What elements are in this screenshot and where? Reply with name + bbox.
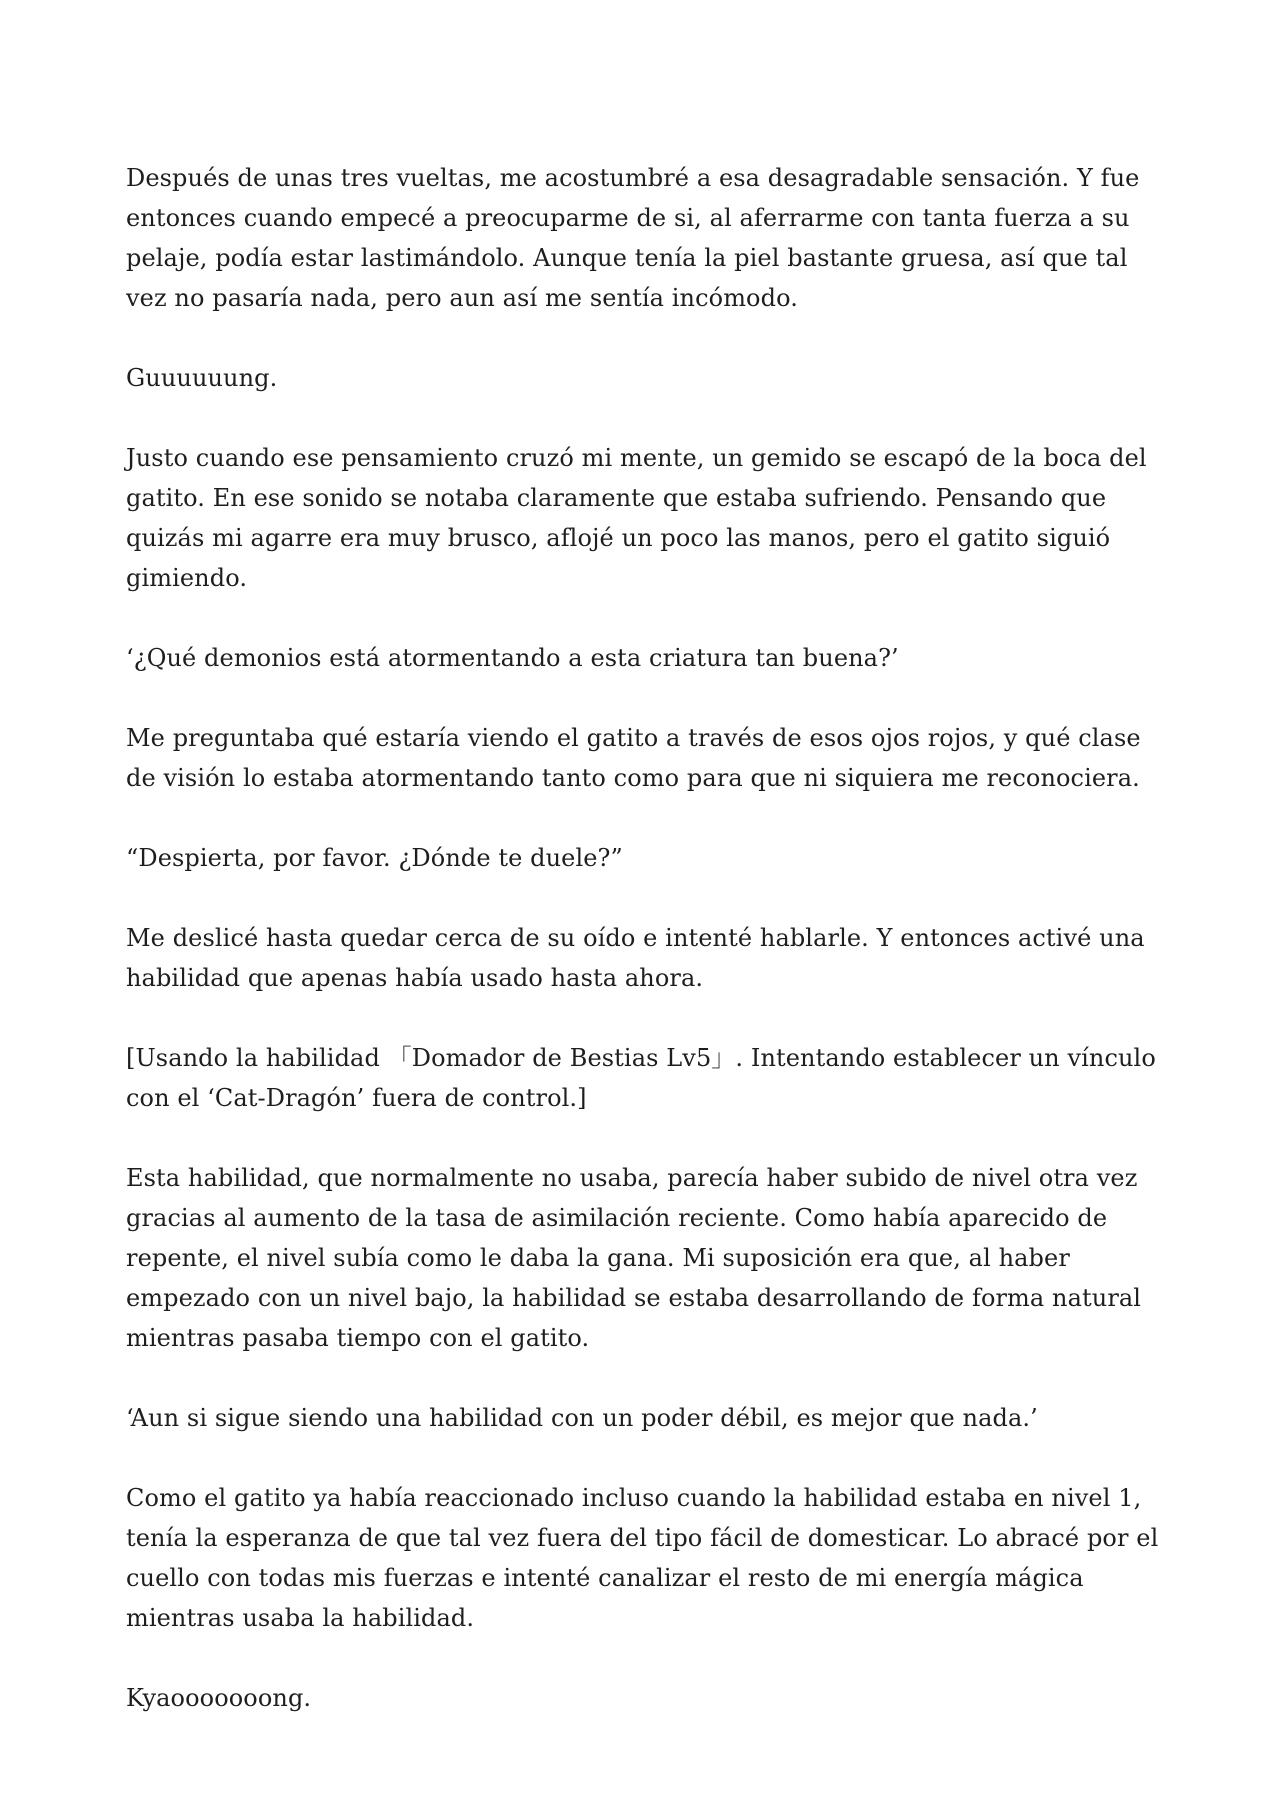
paragraph-2: Guuuuuung. — [126, 364, 278, 392]
paragraph-11: Como el gatito ya había reaccionado incluso cuando la habilidad estaba en nivel 1, tenía la esperanza de que tal vez fuera del tipo fácil de domesticar. Lo abracé por el cuello con todas mis fuerzas e intenté canalizar el resto de mi energía mágica mientras usaba la habilidad. — [126, 1484, 1159, 1632]
paragraph-5: Me preguntaba qué estaría viendo el gatito a través de esos ojos rojos, y qué clase de visión lo estaba atormentando tanto como para que ni siquiera me reconociera. — [126, 724, 1141, 792]
paragraph-1: Después de unas tres vueltas, me acostumbré a esa desagradable sensación. Y fue entonces cuando empecé a preocuparme de si, al aferrarme con tanta fuerza a su pelaje, podía estar lastimándolo. Aunque tenía la piel bastante gruesa, así que tal vez no pasaría nada, pero aun así me sentía incómodo. — [126, 164, 1140, 312]
paragraph-7: Me deslicé hasta quedar cerca de su oído e intenté hablarle. Y entonces activé una habilidad que apenas había usado hasta ahora. — [126, 924, 1145, 992]
paragraph-6: “Despierta, por favor. ¿Dónde te duele?” — [126, 844, 623, 872]
paragraph-12: Kyaooooooong. — [126, 1684, 312, 1712]
document-body — [126, 158, 1166, 1718]
paragraph-3: Justo cuando ese pensamiento cruzó mi mente, un gemido se escapó de la boca del gatito. En ese sonido se notaba claramente que estaba sufriendo. Pensando que quizás mi agarre era muy brusco, aflojé un poco las manos, pero el gatito siguió gimiendo. — [126, 444, 1147, 592]
paragraph-9: Esta habilidad, que normalmente no usaba, parecía haber subido de nivel otra vez gracias al aumento de la tasa de asimilación reciente. Como había aparecido de repente, el nivel subía como le daba la gana. Mi suposición era que, al haber empezado con un nivel bajo, la habilidad se estaba desarrollando de forma natural mientras pasaba tiempo con el gatito. — [126, 1164, 1142, 1352]
paragraph-4: ‘¿Qué demonios está atormentando a esta criatura tan buena?’ — [126, 644, 899, 672]
paragraph-8: [Usando la habilidad 「Domador de Bestias Lv5」. Intentando establecer un vínculo con el ‘Cat-Dragón’ fuera de control.] — [126, 1044, 1156, 1112]
paragraph-10: ‘Aun si sigue siendo una habilidad con un poder débil, es mejor que nada.’ — [126, 1404, 1038, 1432]
